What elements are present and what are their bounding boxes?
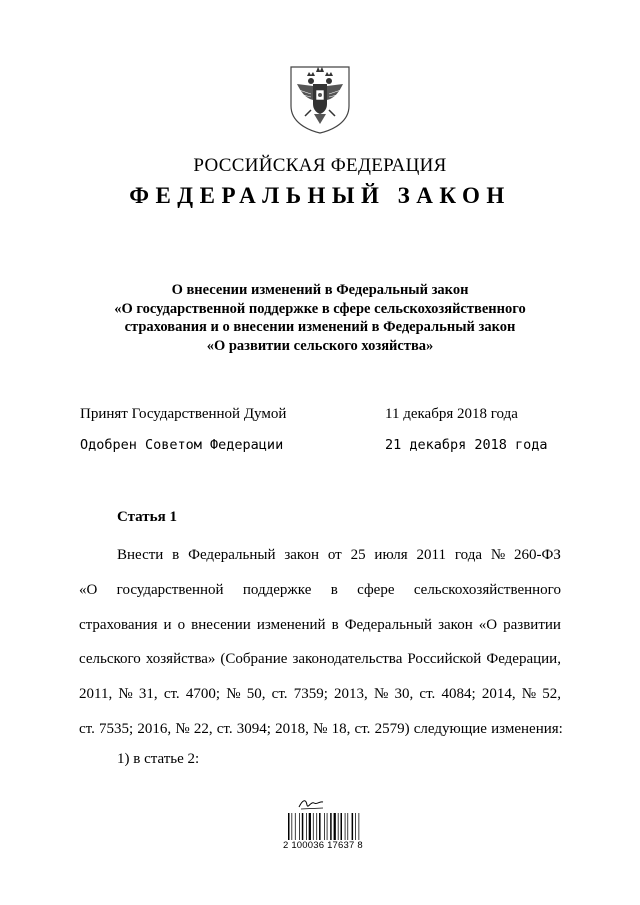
word: изменения: [491, 720, 563, 737]
word: в [331, 616, 339, 633]
word: сфере [357, 581, 395, 598]
word: государственной [116, 581, 224, 598]
article-body-line [79, 642, 561, 677]
word: закон [284, 547, 319, 563]
word: «О [478, 616, 498, 633]
word: 2011 [416, 547, 446, 563]
duma-adoption-row [80, 406, 560, 426]
word: 260-ФЗ [514, 547, 561, 563]
word: 4084; [441, 686, 476, 703]
word: года [454, 547, 482, 563]
word: (Собрание [220, 651, 288, 668]
article-body [79, 538, 561, 747]
subject-line: страхования и о внесении изменений в Федеральный закон [124, 319, 516, 335]
word: № [118, 686, 133, 703]
article-body-line [79, 538, 561, 573]
barcode-number: 2 100036 17637 8 [283, 840, 363, 851]
word: ст. [163, 686, 180, 703]
word: 52, [542, 686, 561, 703]
word: 18, [331, 720, 351, 737]
article-heading: Статья 1 [117, 509, 177, 525]
word: ст. [79, 720, 95, 737]
word: 50, [246, 686, 266, 703]
word: 2016, [137, 720, 172, 737]
duma-adoption-date: 11 декабря 2018 года [385, 406, 518, 422]
law-type-title: ФЕДЕРАЛЬНЫЙ ЗАКОН [129, 183, 511, 208]
article-body-line [79, 573, 561, 608]
word: страхования [79, 616, 158, 633]
word: сельскохозяйственного [413, 581, 561, 598]
word: о [177, 616, 186, 633]
word: следующие [413, 720, 487, 737]
subject-line: О внесении изменений в Федеральный закон [171, 282, 469, 298]
word: 25 [350, 547, 366, 563]
country-name: РОССИЙСКАЯ ФЕДЕРАЦИЯ [193, 155, 447, 176]
word: июля [374, 547, 408, 563]
word: от [327, 547, 342, 563]
word: закон [438, 616, 473, 633]
word: № [313, 720, 328, 737]
subject-line: «О государственной поддержке в сфере сельскохозяйственного [114, 300, 526, 317]
word: 7359; [293, 686, 328, 703]
word: 2011, [79, 686, 113, 703]
word: Внести [117, 547, 164, 563]
article-body-line [79, 608, 561, 643]
word: 2013, [334, 686, 368, 703]
russian-coat-of-arms-icon [287, 64, 353, 134]
word: поддержке [242, 581, 312, 598]
word: в [172, 547, 180, 563]
word: 31, [138, 686, 158, 703]
word: и [163, 616, 172, 633]
word: хозяйства» [145, 651, 216, 668]
word: Федерации, [486, 651, 561, 668]
word: ст. [354, 720, 371, 737]
word: № [521, 686, 537, 703]
word: ст. [271, 686, 288, 703]
council-approval-row [80, 437, 560, 457]
word: 3094; [236, 720, 271, 737]
word: 7535; [99, 720, 134, 737]
word: 2018, [275, 720, 309, 737]
word: 2014, [481, 686, 516, 703]
word: № [226, 686, 241, 703]
law-subject [80, 281, 560, 355]
word: законодательства [292, 651, 403, 668]
word: 4700; [185, 686, 221, 703]
council-approval-date: 21 декабря 2018 года [385, 437, 548, 453]
word: ст. [216, 720, 233, 737]
word: № [490, 547, 506, 563]
word: № [373, 686, 389, 703]
word: 2579) [374, 720, 410, 737]
word: «О [79, 581, 98, 598]
word: 22, [193, 720, 213, 737]
word: развитии [503, 616, 561, 633]
word: Федеральный [188, 547, 276, 563]
word: Российской [407, 651, 482, 668]
barcode-icon [287, 813, 369, 841]
word: № [175, 720, 190, 737]
word: Федеральный [344, 616, 433, 633]
word: внесении [191, 616, 251, 633]
word: в [330, 581, 338, 598]
council-approval-label: Одобрен Советом Федерации [80, 437, 284, 453]
handwritten-mark-icon [297, 797, 327, 811]
article-body-line [79, 712, 561, 747]
article-item-1: 1) в статье 2: [117, 751, 200, 767]
word: изменений [256, 616, 326, 633]
duma-adoption-label: Принят Государственной Думой [80, 406, 287, 422]
word: ст. [419, 686, 436, 703]
word: 30, [394, 686, 414, 703]
subject-line: «О развитии сельского хозяйства» [206, 337, 434, 354]
article-body-line [79, 677, 561, 712]
word: сельского [79, 651, 141, 668]
